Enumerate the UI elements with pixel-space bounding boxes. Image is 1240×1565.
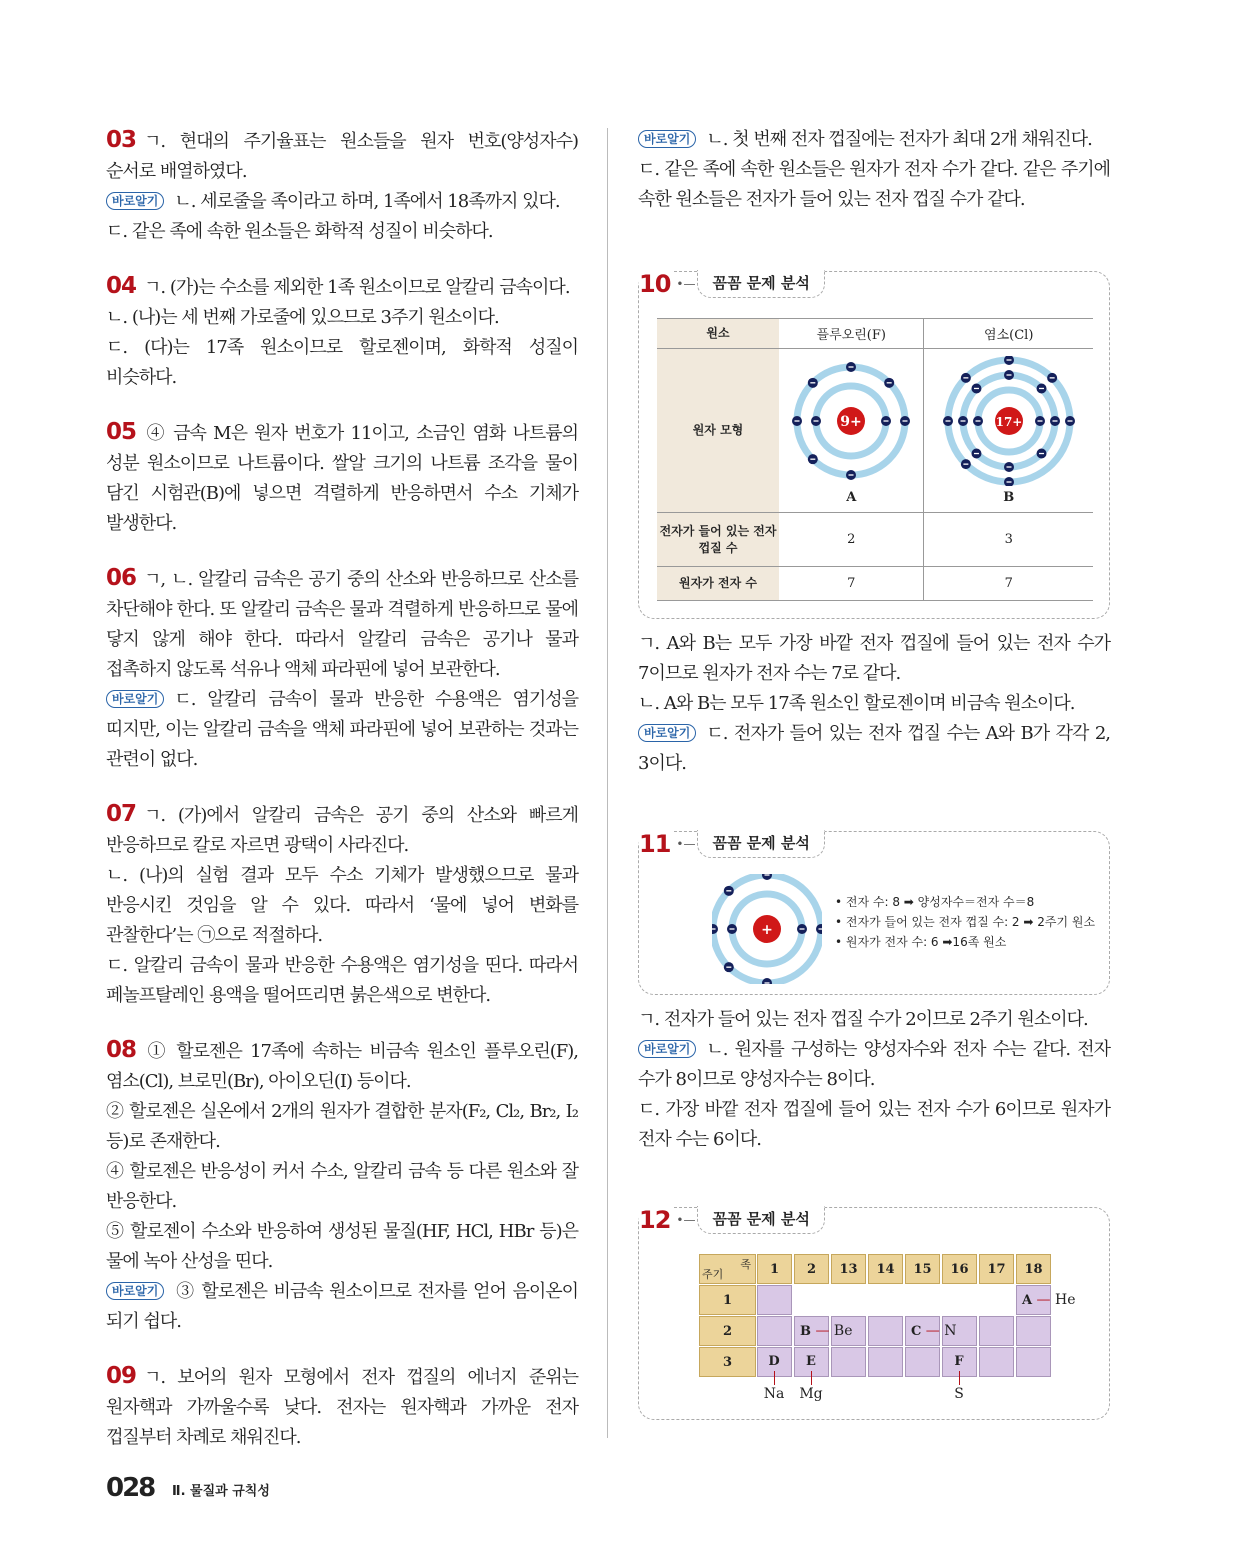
group-header: 13	[831, 1254, 866, 1284]
element-cell	[868, 1347, 903, 1377]
paragraph-text: ㄷ. (다)는 17족 원소이므로 할로젠이며, 화학적 성질이 비슷하다.	[106, 337, 578, 388]
paragraph-text: ㄱ. 현대의 주기율표는 원소들을 원자 번호(양성자수) 순서로 배열하였다.	[106, 131, 578, 182]
paragraph-text: ② 할로젠은 실온에서 2개의 원자가 결합한 분자(F₂, Cl₂, Br₂, I₂ 등)로 존재한다.	[106, 1101, 578, 1152]
paragraph	[106, 187, 578, 217]
paragraph-text: ③ 할로젠은 비금속 원소이므로 전자를 얻어 음이온이 되기 쉽다.	[106, 1281, 578, 1332]
answer-09-continued	[638, 125, 1110, 215]
paragraph	[106, 1361, 578, 1453]
atom-comparison-table	[657, 318, 1093, 601]
paragraph-text: ㄷ. 알칼리 금속이 물과 반응한 수용액은 염기성을 띤다. 따라서 페놀프탈레인 용액을 떨어뜨리면 붉은색으로 변한다.	[106, 955, 578, 1006]
answer-06	[106, 563, 578, 775]
question-number: 05	[106, 419, 137, 445]
paragraph	[638, 1035, 1110, 1095]
correction-badge: 바로알기	[106, 690, 164, 708]
correction-badge: 바로알기	[638, 724, 696, 742]
nucleus-charge: 17+	[995, 415, 1023, 429]
question-number: 11	[639, 830, 674, 858]
element-symbol: Na	[763, 1386, 785, 1402]
correction-badge: 바로알기	[106, 192, 164, 210]
element-cell	[1016, 1347, 1051, 1377]
paragraph	[106, 1097, 578, 1157]
answer-10	[638, 629, 1110, 779]
cell: 7	[924, 567, 1093, 601]
question-number: 10	[639, 270, 674, 298]
paragraph	[638, 629, 1110, 689]
paragraph	[106, 125, 578, 187]
element-label-D: D Na	[763, 1354, 785, 1402]
right-column	[638, 125, 1110, 1420]
paragraph	[106, 799, 578, 861]
nucleus-charge: 9+	[840, 414, 862, 430]
paragraph-text: ㄷ. 같은 족에 속한 원소들은 화학적 성질이 비슷하다.	[106, 221, 493, 242]
atom-model-b	[939, 356, 1079, 486]
analysis-tag: 꼼꼼 문제 분석	[697, 830, 824, 858]
atom-label-a: A	[846, 490, 857, 505]
group-header: 14	[868, 1254, 903, 1284]
answer-05	[106, 417, 578, 539]
paragraph	[638, 1095, 1110, 1155]
paragraph-text: ④ 할로젠은 반응성이 커서 수소, 알칼리 금속 등 다른 원소와 잘 반응한다.	[106, 1161, 578, 1212]
question-number: 08	[106, 1037, 137, 1063]
paragraph-text: ㄴ. 세로줄을 족이라고 하며, 1족에서 18족까지 있다.	[174, 191, 560, 212]
question-number: 06	[106, 565, 137, 591]
cell: 2	[779, 513, 924, 567]
element-label-E: E Mg	[799, 1354, 823, 1402]
element-symbol: Be	[833, 1323, 853, 1339]
paragraph	[106, 1035, 578, 1097]
paragraph-text: ㄴ. (나)의 실험 결과 모두 수소 기체가 발생했으므로 물과 반응시킨 것임을 알 수 있다. 따라서 ‘물에 넣어 변화를 관찰한다’는 ㉠으로 적절하다.	[106, 865, 578, 946]
correction-badge: 바로알기	[638, 130, 696, 148]
period-header: 2	[699, 1316, 756, 1346]
connector-icon: •—	[676, 837, 696, 851]
analysis-box-10	[638, 271, 1110, 619]
paragraph-text: ㄴ. 첫 번째 전자 껍질에는 전자가 최대 2개 채워진다.	[706, 129, 1092, 150]
row-label-model: 원자 모형	[657, 349, 779, 513]
analysis-tag: 꼼꼼 문제 분석	[697, 1206, 824, 1234]
paragraph	[106, 563, 578, 685]
element-cell	[757, 1285, 792, 1315]
paragraph	[106, 417, 578, 539]
paragraph-text: ㄴ. (나)는 세 번째 가로줄에 있으므로 3주기 원소이다.	[106, 307, 499, 328]
paragraph-text: ㄱ. (가)는 수소를 제외한 1족 원소이므로 알칼리 금속이다.	[144, 277, 570, 298]
header-fluorine: 플루오린(F)	[779, 319, 924, 349]
paragraph	[106, 333, 578, 393]
group-header: 15	[905, 1254, 940, 1284]
group-header: 17	[979, 1254, 1014, 1284]
element-cell	[868, 1316, 903, 1346]
answer-08	[106, 1035, 578, 1337]
paragraph-text: ㄱ, ㄴ. 알칼리 금속은 공기 중의 산소와 반응하므로 산소를 차단해야 한다. 또 알칼리 금속은 물과 격렬하게 반응하므로 물에 닿지 않게 해야 한다. 따라서 알칼리 금속은 공기나 물과 접촉하지 않도록 석유나 액체 파라핀에 넣어 보관한다.	[106, 569, 578, 680]
question-number: 03	[106, 127, 137, 153]
question-number: 04	[106, 273, 137, 299]
column-divider	[607, 128, 608, 1438]
analysis-box-11	[638, 831, 1110, 995]
element-symbol: He	[1055, 1292, 1076, 1308]
page-number: 028	[106, 1473, 155, 1503]
row-label-valence: 원자가 전자 수	[657, 567, 779, 601]
group-header: 2	[794, 1254, 829, 1284]
connector-icon: •—	[676, 1213, 696, 1227]
header-element: 원소	[657, 319, 779, 349]
analysis-tag: 꼼꼼 문제 분석	[697, 270, 824, 298]
connector-icon: •—	[676, 277, 696, 291]
element-cell	[979, 1347, 1014, 1377]
paragraph	[106, 1157, 578, 1217]
period-header: 1	[699, 1285, 756, 1315]
element-cell	[831, 1347, 866, 1377]
table-corner	[699, 1254, 756, 1284]
analysis-box-12	[638, 1207, 1110, 1420]
atom-model-oxygen	[712, 874, 822, 984]
fact-item: • 전자가 들어 있는 전자 껍질 수: 2 ➡ 2주기 원소	[835, 915, 1096, 929]
correction-badge: 바로알기	[106, 1282, 164, 1300]
question-number: 07	[106, 801, 137, 827]
left-column	[106, 125, 578, 1477]
paragraph-text: ㄷ. 같은 족에 속한 원소들은 원자가 전자 수가 같다. 같은 주기에 속한 원소들은 전자가 들어 있는 전자 껍질 수가 같다.	[638, 159, 1110, 210]
paragraph	[638, 125, 1110, 155]
period-axis-label: 주기	[702, 1268, 724, 1281]
group-header: 1	[757, 1254, 792, 1284]
answer-07	[106, 799, 578, 1011]
paragraph	[106, 303, 578, 333]
element-label-B: B — Be	[800, 1323, 853, 1339]
paragraph-text: ① 할로젠은 17족에 속하는 비금속 원소인 플루오린(F), 염소(Cl), 브로민(Br), 아이오딘(I) 등이다.	[106, 1041, 578, 1092]
paragraph	[106, 685, 578, 775]
row-label-shells: 전자가 들어 있는 전자 껍질 수	[657, 513, 779, 567]
paragraph-text: ㄱ. (가)에서 알칼리 금속은 공기 중의 산소와 빠르게 반응하므로 칼로 자르면 광택이 사라진다.	[106, 805, 578, 856]
question-number: 09	[106, 1363, 137, 1389]
paragraph-text: ④ 금속 M은 원자 번호가 11이고, 소금인 염화 나트륨의 성분 원소이므로 나트륨이다. 쌀알 크기의 나트륨 조각을 물이 담긴 시험관(B)에 넣으면 격렬하게 반응하면서 수소 기체가 발생한다.	[106, 423, 578, 534]
paragraph-text: ㄴ. 원자를 구성하는 양성자수와 전자 수는 같다. 전자 수가 8이므로 양성자수는 8이다.	[638, 1039, 1110, 1090]
group-axis-label: 족	[740, 1258, 751, 1271]
group-header: 18	[1016, 1254, 1051, 1284]
element-cell	[979, 1316, 1014, 1346]
cell: 3	[924, 513, 1093, 567]
paragraph-text: ㄷ. 알칼리 금속이 물과 반응한 수용액은 염기성을 띠지만, 이는 알칼리 금속을 액체 파라핀에 넣어 보관하는 것과는 관련이 없다.	[106, 689, 578, 770]
element-label-F: F S	[954, 1354, 964, 1402]
element-label-A: A — He	[1022, 1292, 1076, 1308]
element-cell	[1016, 1316, 1051, 1346]
paragraph	[638, 1005, 1110, 1035]
element-symbol: S	[954, 1386, 964, 1402]
paragraph	[106, 1217, 578, 1277]
answer-11	[638, 1005, 1110, 1155]
paragraph	[638, 719, 1110, 779]
paragraph	[106, 951, 578, 1011]
nucleus-charge: +	[761, 922, 773, 938]
element-label-C: C — N	[911, 1323, 957, 1339]
group-header: 16	[942, 1254, 977, 1284]
atom-model-a	[791, 356, 911, 486]
element-cell	[905, 1347, 940, 1377]
paragraph-text: ㄷ. 전자가 들어 있는 전자 껍질 수는 A와 B가 각각 2, 3이다.	[638, 723, 1110, 774]
answer-09	[106, 1361, 578, 1453]
paragraph-text: ⑤ 할로젠이 수소와 반응하여 생성된 물질(HF, HCl, HBr 등)은 물에 녹아 산성을 띤다.	[106, 1221, 578, 1272]
paragraph-text: ㄱ. 보어의 원자 모형에서 전자 껍질의 에너지 준위는 원자핵과 가까울수록 낮다. 전자는 원자핵과 가까운 전자 껍질부터 차례로 채워진다.	[106, 1367, 578, 1448]
element-symbol: N	[944, 1323, 957, 1339]
period-header: 3	[699, 1347, 756, 1377]
chapter-title: Ⅱ. 물질과 규칙성	[172, 1484, 270, 1499]
paragraph	[638, 689, 1110, 719]
paragraph-text: ㄴ. A와 B는 모두 17족 원소인 할로젠이며 비금속 원소이다.	[638, 693, 1075, 714]
fact-item: • 원자가 전자 수: 6 ➡16족 원소	[835, 935, 1007, 949]
paragraph	[106, 271, 578, 303]
question-number: 12	[639, 1206, 674, 1234]
element-symbol: Mg	[799, 1386, 823, 1402]
cell: 7	[779, 567, 924, 601]
element-cell	[757, 1316, 792, 1346]
fact-list	[835, 892, 1095, 952]
answer-03	[106, 125, 578, 247]
fact-item: • 전자 수: 8 ➡ 양성자수＝전자 수＝8	[835, 895, 1035, 909]
paragraph-text: ㄱ. A와 B는 모두 가장 바깥 전자 껍질에 들어 있는 전자 수가 7이므로 원자가 전자 수는 7로 같다.	[638, 633, 1110, 684]
paragraph	[106, 217, 578, 247]
paragraph	[106, 1277, 578, 1337]
paragraph	[106, 861, 578, 951]
paragraph-text: ㄱ. 전자가 들어 있는 전자 껍질 수가 2이므로 2주기 원소이다.	[638, 1009, 1088, 1030]
paragraph	[638, 155, 1110, 215]
header-chlorine: 염소(Cl)	[924, 319, 1093, 349]
paragraph-text: ㄷ. 가장 바깥 전자 껍질에 들어 있는 전자 수가 6이므로 원자가 전자 수는 6이다.	[638, 1099, 1110, 1150]
answer-04	[106, 271, 578, 393]
atom-label-b: B	[1003, 490, 1015, 505]
correction-badge: 바로알기	[638, 1040, 696, 1058]
